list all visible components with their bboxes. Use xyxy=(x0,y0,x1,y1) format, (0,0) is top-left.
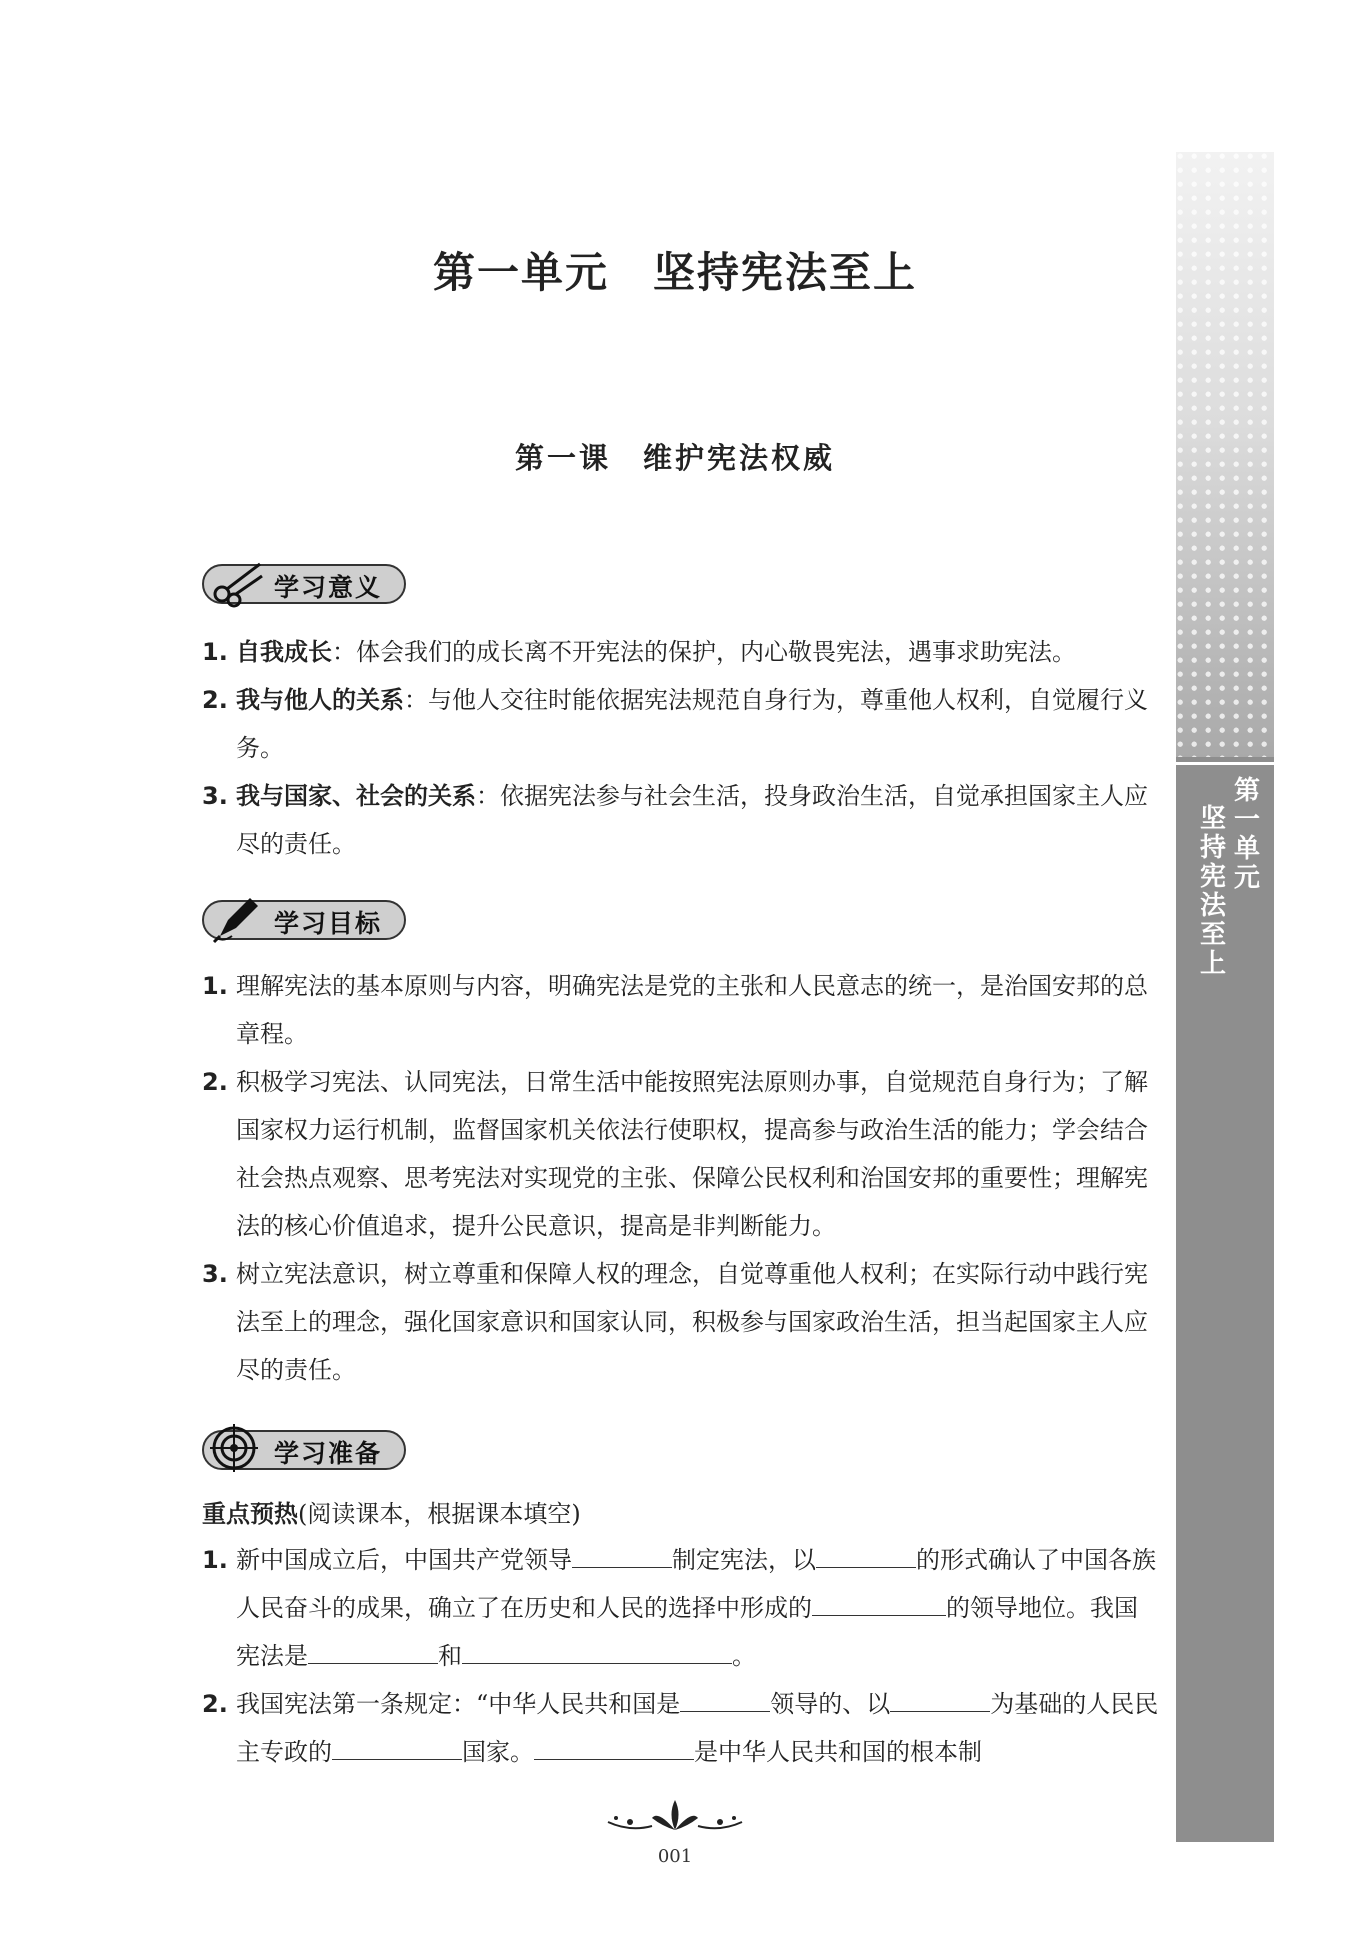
page-number: 001 xyxy=(657,1846,693,1867)
target-icon xyxy=(208,1420,264,1476)
unit-title: 第一单元 坚持宪法至上 xyxy=(432,248,917,297)
section-label-goals xyxy=(202,896,412,940)
section-label-text: 学习准备 xyxy=(274,1439,383,1468)
fill-blank[interactable] xyxy=(332,1731,462,1760)
fill-blank[interactable] xyxy=(812,1587,946,1616)
fill-blank[interactable] xyxy=(572,1539,672,1568)
scissors-icon xyxy=(208,554,264,610)
fill-blank[interactable] xyxy=(890,1683,990,1712)
fill-blank[interactable] xyxy=(680,1683,770,1712)
fill-blank[interactable] xyxy=(308,1635,438,1664)
side-tab-unit: 第一单元 xyxy=(1233,776,1260,893)
section-label-meaning xyxy=(202,560,412,604)
section-label-text: 学习目标 xyxy=(274,909,383,938)
goals-list xyxy=(202,962,1160,1394)
list-item: 2. 积极学习宪法、认同宪法，日常生活中能按照宪法原则办事，自觉规范自身行为；了解国家权力运行机制，监督国家机关依法行使职权，提高参与政治生活的能力；学会结合社会热点观察、思考宪法对实现党的主张、保障公民权利和治国安邦的重要性；理解宪法的核心价值追求，提升公民意识，提高是非判断能力。 xyxy=(202,1068,1148,1240)
pen-icon xyxy=(208,890,264,946)
prep-lead-term: 重点预热 xyxy=(202,1500,298,1528)
prep-lead xyxy=(202,1494,581,1529)
side-tab-pattern xyxy=(1176,152,1274,757)
list-item: 2. 我国宪法第一条规定：“中华人民共和国是 领导的、以 为基础的人民民主专政的 国家。 是中华人民共和国的根本制 xyxy=(202,1680,1160,1776)
meaning-list xyxy=(202,628,1160,868)
side-tab-title: 坚持宪法至上 xyxy=(1199,804,1226,979)
list-item: 3. 我与国家、社会的关系：依据宪法参与社会生活，投身政治生活，自觉承担国家主人应尽的责任。 xyxy=(202,782,1148,858)
prep-list xyxy=(202,1536,1160,1776)
unit-side-tab xyxy=(1176,152,1274,1842)
fill-blank[interactable] xyxy=(816,1539,916,1568)
lesson-title: 第一课 维护宪法权威 xyxy=(514,441,835,475)
section-label-text: 学习意义 xyxy=(274,573,383,602)
section-label-prep xyxy=(202,1426,412,1470)
fill-blank[interactable] xyxy=(534,1731,694,1760)
footer-ornament-icon xyxy=(600,1796,750,1836)
list-item: 1. 理解宪法的基本原则与内容，明确宪法是党的主张和人民意志的统一，是治国安邦的总章程。 xyxy=(202,972,1148,1048)
list-item: 1. 自我成长：体会我们的成长离不开宪法的保护，内心敬畏宪法，遇事求助宪法。 xyxy=(202,638,1076,666)
prep-lead-note: (阅读课本，根据课本填空) xyxy=(298,1500,581,1528)
fill-blank[interactable] xyxy=(462,1635,732,1664)
list-item: 1. 新中国成立后，中国共产党领导 制定宪法，以 的形式确认了中国各族人民奋斗的成果，确立了在历史和人民的选择中形成的 的领导地位。我国宪法是 和 。 xyxy=(202,1536,1160,1680)
list-item: 3. 树立宪法意识，树立尊重和保障人权的理念，自觉尊重他人权利；在实际行动中践行宪法至上的理念，强化国家意识和国家认同，积极参与国家政治生活，担当起国家主人应尽的责任。 xyxy=(202,1260,1148,1384)
list-item: 2. 我与他人的关系：与他人交往时能依据宪法规范自身行为，尊重他人权利，自觉履行义务。 xyxy=(202,686,1148,762)
